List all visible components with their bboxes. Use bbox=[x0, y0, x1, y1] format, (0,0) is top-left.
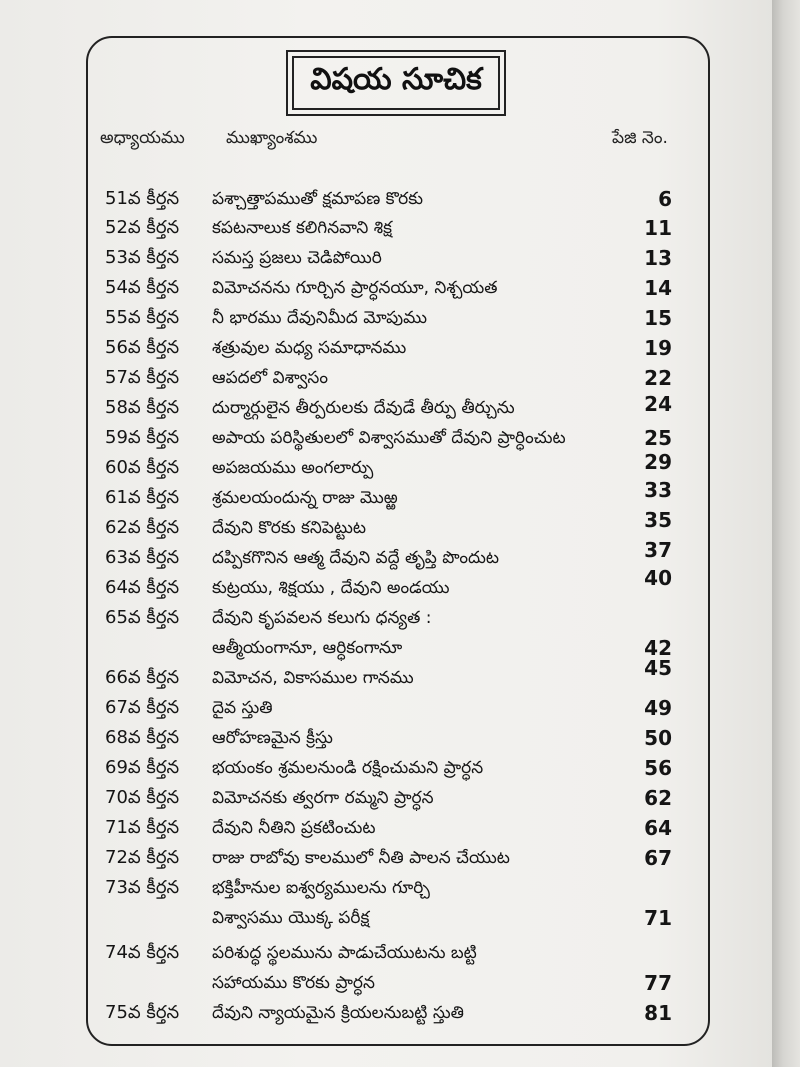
topic-text: విమోచనను గూర్చిన ప్రార్ధనయూ, నిశ్చయత bbox=[212, 278, 498, 298]
chapter-label: 75వ కీర్తన bbox=[105, 1002, 180, 1023]
chapter-label: 72వ కీర్తన bbox=[105, 847, 180, 868]
chapter-label: 67వ కీర్తన bbox=[105, 697, 180, 718]
chapter-label: 68వ కీర్తన bbox=[105, 727, 180, 748]
page-number: 22 bbox=[644, 366, 672, 390]
contents-row bbox=[0, 303, 800, 333]
contents-row bbox=[0, 903, 800, 933]
contents-row bbox=[0, 423, 800, 453]
topic-text: శత్రువుల మధ్య సమాధానము bbox=[212, 338, 407, 358]
contents-row bbox=[0, 450, 800, 483]
topic-text: దైవ స్తుతి bbox=[212, 698, 273, 718]
page-title: విషయ సూచిక bbox=[292, 56, 500, 110]
page-number: 6 bbox=[658, 187, 672, 211]
page-number: 13 bbox=[644, 246, 672, 270]
page-number: 56 bbox=[644, 756, 672, 780]
contents-row bbox=[0, 393, 800, 423]
page-number: 50 bbox=[644, 726, 672, 750]
topic-text: దప్పికగొనిన ఆత్మ దేవుని వద్దే తృప్తి పొందుట bbox=[212, 548, 499, 568]
chapter-label: 61వ కీర్తన bbox=[105, 487, 180, 508]
chapter-label: 73వ కీర్తన bbox=[105, 877, 180, 898]
topic-text: విశ్వాసము యొక్క పరీక్ష bbox=[212, 908, 370, 928]
topic-text: భయంకం శ్రమలనుండి రక్షించుమని ప్రార్ధన bbox=[212, 758, 484, 778]
contents-row bbox=[0, 243, 800, 273]
page-number: 33 bbox=[644, 478, 672, 502]
contents-row bbox=[0, 273, 800, 303]
contents-row bbox=[0, 508, 800, 543]
contents-row bbox=[0, 723, 800, 753]
topic-text: విమోచన, వికాసముల గానము bbox=[212, 668, 414, 688]
page-number: 42 bbox=[644, 636, 672, 660]
contents-row bbox=[0, 333, 800, 363]
column-header-page: పేజి నెం. bbox=[612, 128, 668, 148]
page-number: 67 bbox=[644, 846, 672, 870]
topic-text: రాజు రాబోవు కాలములో నీతి పాలన చేయుట bbox=[212, 848, 510, 868]
contents-row bbox=[0, 603, 800, 633]
contents-row bbox=[0, 783, 800, 813]
topic-text: కపటనాలుక కలిగినవాని శిక్ష bbox=[212, 218, 392, 238]
chapter-label: 59వ కీర్తన bbox=[105, 427, 180, 448]
page-number: 35 bbox=[644, 508, 672, 532]
contents-row bbox=[0, 213, 800, 243]
chapter-label: 51వ కీర్తన bbox=[105, 188, 180, 209]
page-number: 62 bbox=[644, 786, 672, 810]
topic-text: సమస్త ప్రజలు చెడిపోయిరి bbox=[212, 248, 382, 268]
topic-text: భక్తిహీనుల ఐశ్వర్యములను గూర్చి bbox=[212, 878, 430, 898]
contents-row bbox=[0, 363, 800, 393]
chapter-label: 53వ కీర్తన bbox=[105, 247, 180, 268]
page-number: 19 bbox=[644, 336, 672, 360]
topic-text: దేవుని కృపవలన కలుగు ధన్యత : bbox=[212, 608, 432, 628]
topic-text: దేవుని కొరకు కనిపెట్టుట bbox=[212, 518, 367, 538]
topic-text: కుట్రయు, శిక్షయు , దేవుని అండయు bbox=[212, 578, 450, 598]
contents-row bbox=[0, 538, 800, 573]
page-number: 29 bbox=[644, 450, 672, 474]
page-number: 37 bbox=[644, 538, 672, 562]
contents-row bbox=[0, 478, 800, 513]
topic-text: శ్రమలయందున్న రాజు మొఱ్ఱ bbox=[212, 488, 398, 508]
contents-row bbox=[0, 753, 800, 783]
chapter-label: 66వ కీర్తన bbox=[105, 667, 180, 688]
column-header-chapter: అధ్యాయము bbox=[100, 128, 185, 148]
chapter-label: 70వ కీర్తన bbox=[105, 787, 180, 808]
topic-text: సహాయము కొరకు ప్రార్ధన bbox=[212, 973, 375, 993]
topic-text: ఆపదలో విశ్వాసం bbox=[212, 368, 328, 388]
chapter-label: 57వ కీర్తన bbox=[105, 367, 180, 388]
chapter-label: 69వ కీర్తన bbox=[105, 757, 180, 778]
page-number: 77 bbox=[644, 971, 672, 995]
topic-text: ఆరోహణమైన క్రీస్తు bbox=[212, 728, 333, 748]
page-number: 45 bbox=[644, 656, 672, 680]
page-number: 11 bbox=[644, 216, 672, 240]
page-number: 25 bbox=[644, 426, 672, 450]
chapter-label: 65వ కీర్తన bbox=[105, 607, 180, 628]
page-number: 14 bbox=[644, 276, 672, 300]
page-number: 24 bbox=[644, 392, 672, 416]
topic-text: ఆత్మీయంగానూ, ఆర్ధికంగానూ bbox=[212, 638, 403, 658]
contents-row bbox=[0, 938, 800, 968]
contents-row bbox=[0, 813, 800, 843]
chapter-label: 56వ కీర్తన bbox=[105, 337, 180, 358]
topic-text: నీ భారము దేవునిమీద మోపుము bbox=[212, 308, 427, 328]
chapter-label: 54వ కీర్తన bbox=[105, 277, 180, 298]
contents-row bbox=[0, 184, 800, 214]
chapter-label: 58వ కీర్తన bbox=[105, 397, 180, 418]
topic-text: విమోచనకు త్వరగా రమ్మని ప్రార్ధన bbox=[212, 788, 434, 808]
contents-row bbox=[0, 693, 800, 723]
chapter-label: 74వ కీర్తన bbox=[105, 942, 180, 963]
contents-row bbox=[0, 566, 800, 603]
page-number: 49 bbox=[644, 696, 672, 720]
page-number: 40 bbox=[644, 566, 672, 590]
topic-text: అపాయ పరిస్థితులలో విశ్వాసముతో దేవుని ప్రార్ధించుట bbox=[212, 428, 566, 448]
topic-text: దుర్మార్గులైన తీర్పరులకు దేవుడే తీర్పు తీర్చును bbox=[212, 398, 515, 418]
topic-text: దేవుని నీతిని ప్రకటించుట bbox=[212, 818, 376, 838]
contents-row bbox=[0, 843, 800, 873]
page-number: 81 bbox=[644, 1001, 672, 1025]
chapter-label: 71వ కీర్తన bbox=[105, 817, 180, 838]
chapter-label: 55వ కీర్తన bbox=[105, 307, 180, 328]
chapter-label: 60వ కీర్తన bbox=[105, 457, 180, 478]
contents-row bbox=[0, 968, 800, 998]
chapter-label: 62వ కీర్తన bbox=[105, 517, 180, 538]
contents-row bbox=[0, 633, 800, 663]
page-number: 71 bbox=[644, 906, 672, 930]
contents-row bbox=[0, 998, 800, 1028]
topic-text: పశ్చాత్తాపముతో క్షమాపణ కొరకు bbox=[212, 189, 423, 209]
page-number: 64 bbox=[644, 816, 672, 840]
chapter-label: 52వ కీర్తన bbox=[105, 217, 180, 238]
page-number: 15 bbox=[644, 306, 672, 330]
chapter-label: 64వ కీర్తన bbox=[105, 577, 180, 598]
contents-row bbox=[0, 656, 800, 693]
contents-row bbox=[0, 873, 800, 903]
column-header-topic: ముఖ్యాంశము bbox=[226, 128, 318, 148]
chapter-label: 63వ కీర్తన bbox=[105, 547, 180, 568]
topic-text: దేవుని న్యాయమైన క్రియలనుబట్టి స్తుతి bbox=[212, 1003, 464, 1023]
topic-text: అపజయము అంగలార్పు bbox=[212, 458, 374, 478]
topic-text: పరిశుద్ధ స్థలమును పాడుచేయుటను బట్టి bbox=[212, 943, 477, 963]
